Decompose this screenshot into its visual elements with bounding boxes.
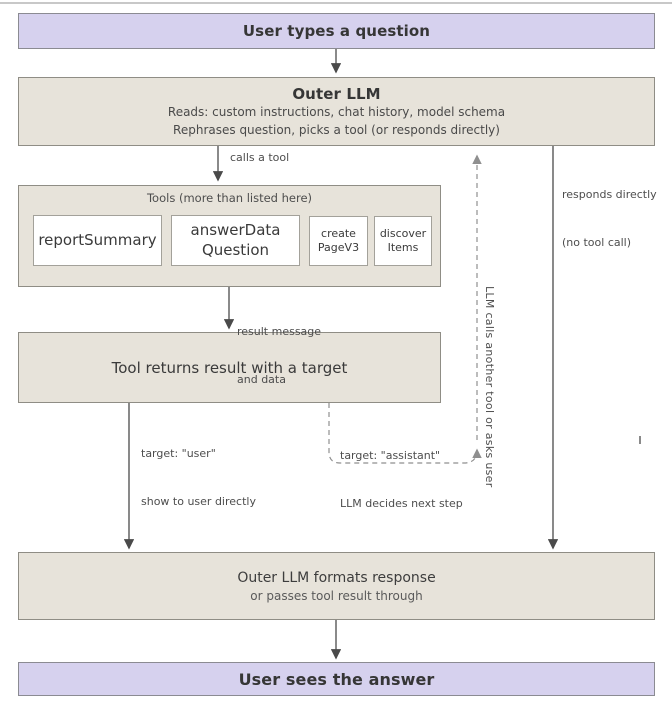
tool-chip-answer-data-question (171, 215, 300, 266)
tool-chip-label: create (321, 226, 356, 240)
tools-title: Tools (more than listed here) (146, 191, 313, 205)
result-message-label: result message and data (237, 325, 322, 386)
tool-chip-discover-items (374, 216, 432, 266)
tool-chip-label: answerData (190, 221, 281, 239)
tool-result-node (18, 332, 441, 403)
tool-result-label: Tool returns result with a target (111, 358, 348, 377)
loop-edge-label: LLM calls another tool or asks user (483, 286, 496, 488)
user-question-node (18, 13, 655, 49)
tool-chip-create-pagev3 (309, 216, 368, 266)
responds-directly-label: responds directly (no tool call) (562, 188, 657, 249)
outer-llm-title: Outer LLM (292, 84, 381, 103)
user-question-label: User types a question (242, 22, 431, 40)
tool-chip-label: reportSummary (38, 230, 157, 249)
formats-response-node (18, 552, 655, 620)
formats-response-title: Outer LLM formats response (237, 569, 436, 586)
tool-chip-label: Question (201, 240, 270, 259)
user-answer-label: User sees the answer (238, 669, 435, 689)
tool-chip-label: Items (387, 241, 419, 254)
calls-a-tool-label: calls a tool (230, 151, 290, 164)
target-user-label: target: "user" show to user directly (141, 447, 256, 508)
target-assistant-label: target: "assistant" LLM decides next step (340, 449, 463, 510)
formats-response-subtitle: or passes tool result through (250, 588, 423, 603)
tool-chip-report-summary (33, 215, 162, 266)
tool-chip-label: PageV3 (317, 241, 360, 254)
user-answer-node (18, 662, 655, 696)
tool-chip-label: discover (379, 226, 427, 240)
stray-tick-mark (639, 436, 641, 444)
outer-llm-subtitle-2: Rephrases question, picks a tool (or responds directly) (173, 122, 500, 137)
outer-llm-node (18, 77, 655, 146)
outer-llm-subtitle-1: Reads: custom instructions, chat history, model schema (167, 104, 506, 119)
top-divider (0, 2, 672, 4)
